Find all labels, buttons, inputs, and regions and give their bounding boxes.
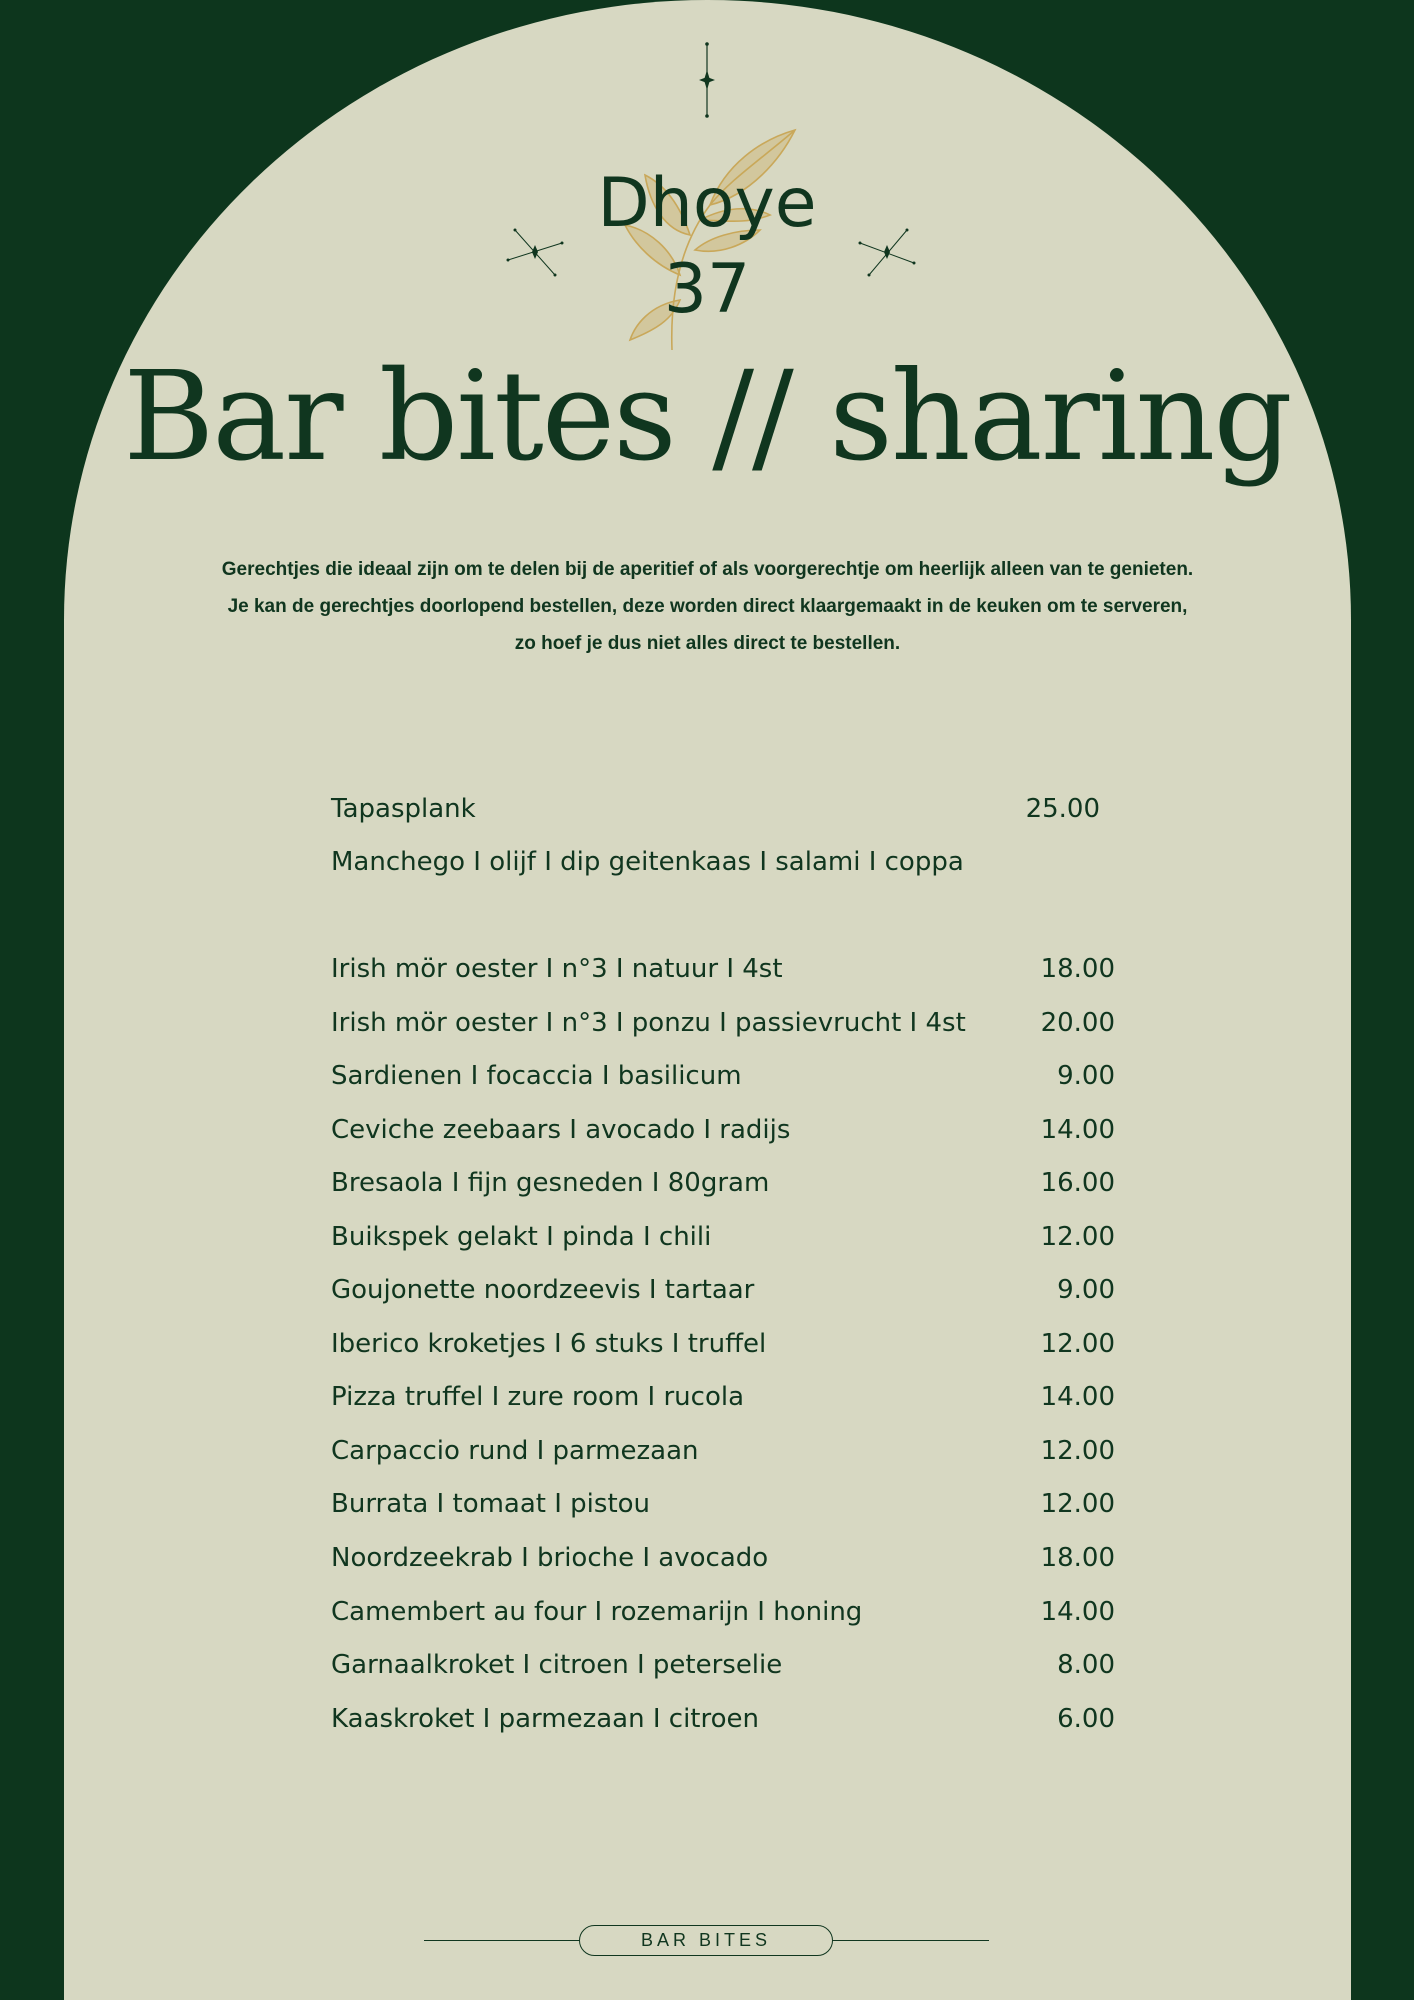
menu-item-name: Camembert au four I rozemarijn I honing (331, 1597, 863, 1627)
menu-item-name: Irish mör oester I n°3 I natuur I 4st (331, 954, 783, 984)
footer-label: BAR BITES (579, 1925, 833, 1956)
menu-item-name: Goujonette noordzeevis I tartaar (331, 1275, 755, 1305)
menu-item-name: Iberico kroketjes I 6 stuks I truffel (331, 1329, 767, 1359)
menu-item-price: 9.00 (1057, 1275, 1115, 1305)
menu-item-price: 18.00 (1040, 954, 1115, 984)
footer-divider (832, 1940, 989, 1941)
menu-item-name: Bresaola I fijn gesneden I 80gram (331, 1168, 770, 1198)
logo-name: Dhoye (597, 164, 817, 243)
menu-item-price: 16.00 (1040, 1168, 1115, 1198)
logo-number: 37 (663, 250, 751, 329)
menu-item-price: 20.00 (1040, 1008, 1115, 1038)
menu-item-name: Sardienen I focaccia I basilicum (331, 1061, 742, 1091)
menu-item-price: 14.00 (1040, 1115, 1115, 1145)
menu-item-price: 14.00 (1040, 1597, 1115, 1627)
menu-item-name: Noordzeekrab I brioche I avocado (331, 1543, 769, 1573)
intro-text: Gerechtjes die ideaal zijn om te delen bij de aperitief of als voorgerechtje om heerlijk alleen van te genieten. Je kan de gerechtjes doorlopend bestellen, deze worden direct klaargemaakt in de keuken om te serveren, zo hoef je dus niet alles direct te bestellen. (221, 559, 1194, 654)
page-title: Bar bites // sharing (123, 345, 1291, 489)
menu-item-price: 14.00 (1040, 1382, 1115, 1412)
menu-item-price: 9.00 (1057, 1061, 1115, 1091)
footer-divider (424, 1940, 580, 1941)
menu-item-price: 12.00 (1040, 1222, 1115, 1252)
menu-item-name: Ceviche zeebaars I avocado I radijs (331, 1115, 791, 1145)
sparkle-icon (690, 40, 724, 120)
menu-item-price: 12.00 (1040, 1329, 1115, 1359)
menu-item-price: 6.00 (1057, 1704, 1115, 1734)
menu-item-name: Irish mör oester I n°3 I ponzu I passievrucht I 4st (331, 1008, 966, 1038)
menu-item-price: 25.00 (1025, 794, 1100, 824)
menu-item-name: Carpaccio rund I parmezaan (331, 1436, 699, 1466)
menu-item-name: Garnaalkroket I citroen I peterselie (331, 1650, 783, 1680)
menu-item-name: Burrata I tomaat I pistou (331, 1489, 651, 1519)
menu-item-name: Pizza truffel I zure room I rucola (331, 1382, 745, 1412)
menu-item-price: 18.00 (1040, 1543, 1115, 1573)
menu-item-name: Kaaskroket I parmezaan I citroen (331, 1704, 759, 1734)
menu-item-price: 12.00 (1040, 1489, 1115, 1519)
menu-item-name: Buikspek gelakt I pinda I chili (331, 1222, 712, 1252)
menu-item-name: Tapasplank (331, 794, 476, 824)
menu-item-price: 8.00 (1057, 1650, 1115, 1680)
menu-item-price: 12.00 (1040, 1436, 1115, 1466)
menu-item-description: Manchego I olijf I dip geitenkaas I salami I coppa (331, 847, 964, 877)
